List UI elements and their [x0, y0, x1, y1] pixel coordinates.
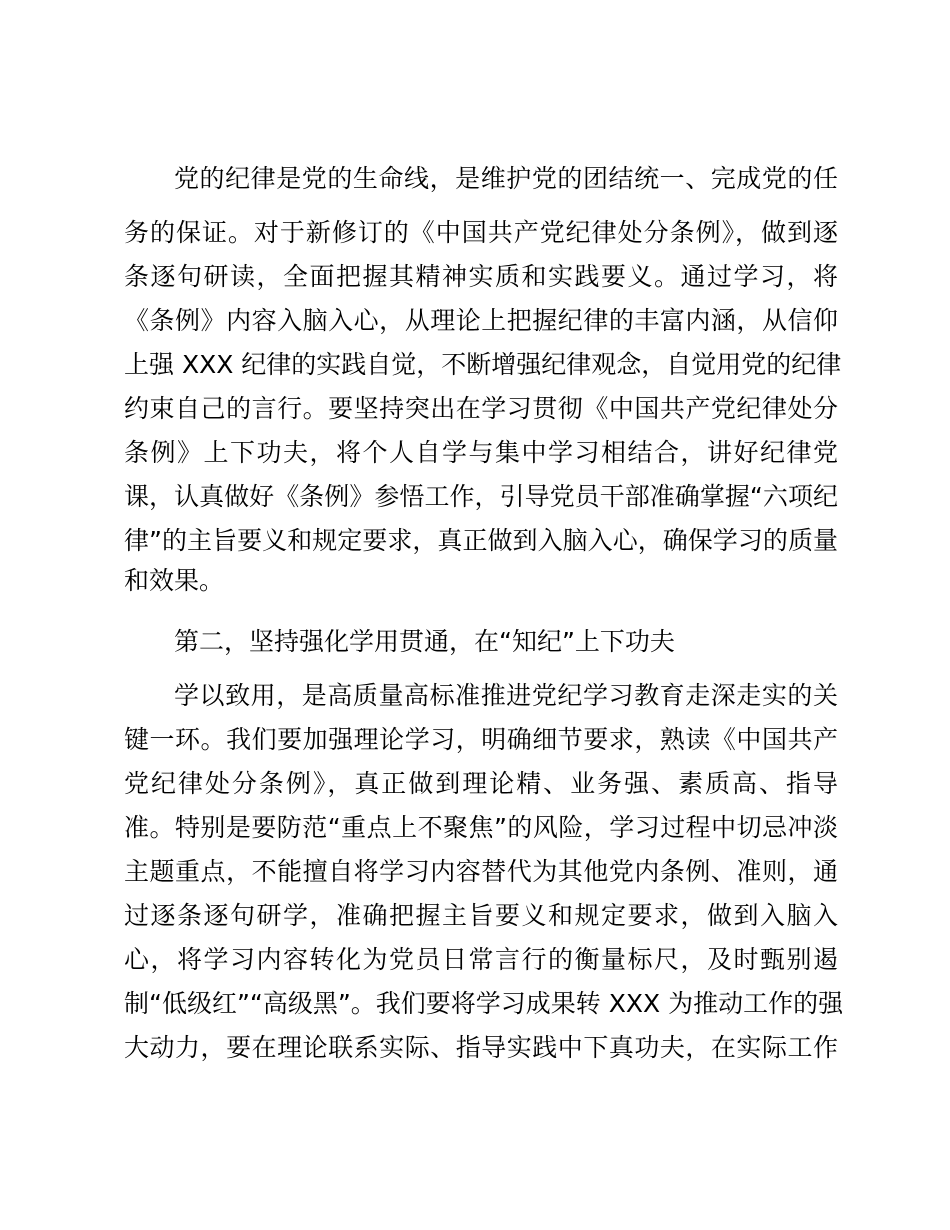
paragraph-1-line-4: 《条例》内容入脑入心，从理论上把握纪律的丰富内涵，从信仰 — [124, 306, 838, 335]
paragraph-2-line-5: 主题重点，不能擅自将学习内容替代为其他党内条例、准则，通 — [124, 857, 838, 886]
paragraph-1-line-5: 上强 XXX 纪律的实践自觉，不断增强纪律观念，自觉用党的纪律 — [124, 350, 842, 379]
paragraph-2-line-2: 键一环。我们要加强理论学习，明确细节要求，熟读《中国共产 — [124, 725, 838, 754]
paragraph-2-line-3: 党纪律处分条例》，真正做到理论精、业务强、素质高、指导 — [124, 769, 838, 798]
paragraph-1-line-8: 课，认真做好《条例》参悟工作，引导党员干部准确掌握“六项纪 — [124, 482, 838, 511]
paragraph-1-line-7: 条例》上下功夫，将个人自学与集中学习相结合，讲好纪律党 — [124, 438, 838, 467]
section-heading: 第二，坚持强化学用贯通，在“知纪”上下功夫 — [174, 627, 675, 656]
paragraph-2-line-9: 大动力，要在理论联系实际、指导实践中下真功夫，在实际工作 — [124, 1033, 838, 1062]
paragraph-2-line-6: 过逐条逐句研学，准确把握主旨要义和规定要求，做到入脑入 — [124, 901, 838, 930]
paragraph-1-line-2: 务的保证。对于新修订的《中国共产党纪律处分条例》，做到逐 — [124, 218, 838, 247]
paragraph-2-line-4: 准。特别是要防范“重点上不聚焦”的风险，学习过程中切忌冲淡 — [124, 813, 838, 842]
paragraph-2-line-8: 制“低级红”“高级黑”。我们要将学习成果转 XXX 为推动工作的强 — [124, 989, 844, 1018]
paragraph-2-line-1: 学以致用，是高质量高标准推进党纪学习教育走深走实的关 — [174, 681, 838, 710]
paragraph-1-line-3: 条逐句研读，全面把握其精神实质和实践要义。通过学习，将 — [124, 262, 838, 291]
paragraph-1-line-10: 和效果。 — [124, 566, 225, 595]
paragraph-1-line-9: 律”的主旨要义和规定要求，真正做到入脑入心，确保学习的质量 — [124, 526, 838, 555]
paragraph-2-line-7: 心，将学习内容转化为党员日常言行的衡量标尺，及时甄别遏 — [124, 945, 838, 974]
paragraph-1-line-6: 约束自己的言行。要坚持突出在学习贯彻《中国共产党纪律处分 — [124, 394, 838, 423]
paragraph-1-line-1: 党的纪律是党的生命线，是维护党的团结统一、完成党的任 — [174, 164, 838, 193]
